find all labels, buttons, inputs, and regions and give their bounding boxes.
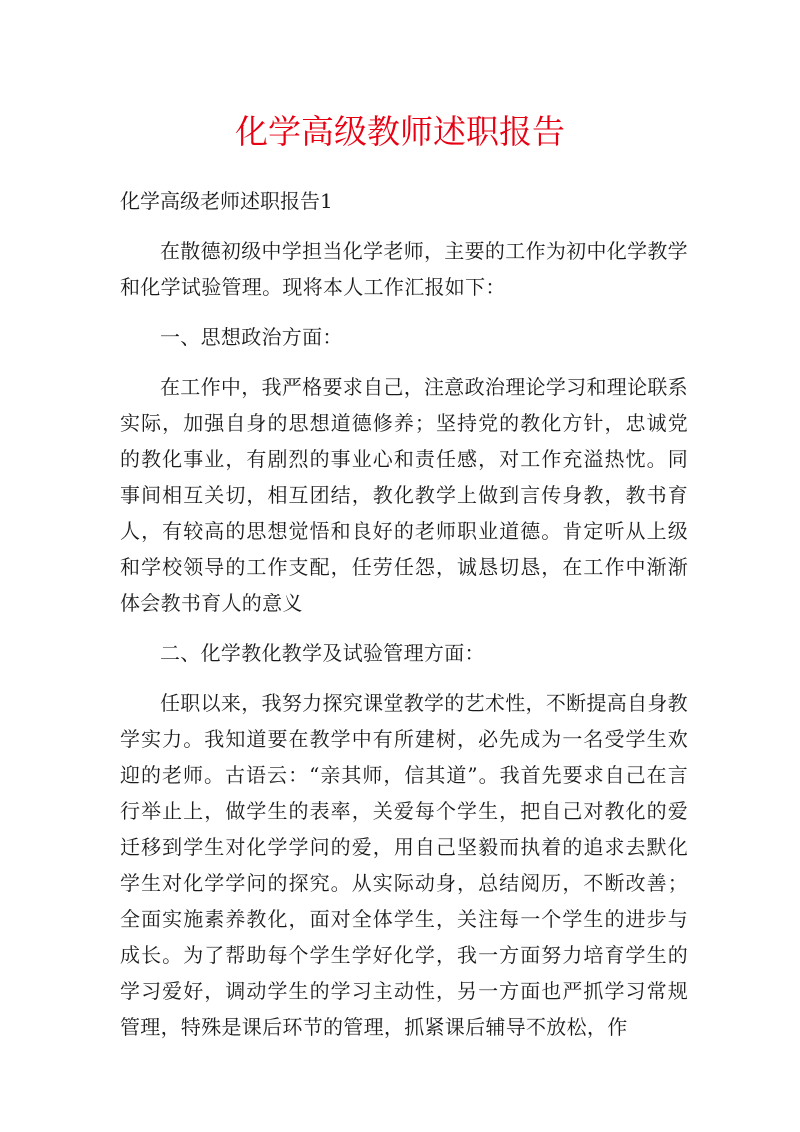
document-title: 化学高级教师述职报告 <box>235 112 565 151</box>
section-heading-political: 一、思想政治方面： <box>160 325 343 349</box>
document-body <box>120 183 688 1059</box>
section-heading-teaching: 二、化学教化教学及试验管理方面： <box>160 641 485 665</box>
paragraph-intro: 在散德初级中学担当化学老师，主要的工作为初中化学教学和化学试验管理。现将本人工作汇报如下： <box>120 239 688 299</box>
paragraph-teaching: 任职以来，我努力探究课堂教学的艺术性，不断提高自身教学实力。我知道要在教学中有所建树，必先成为一名受学生欢迎的老师。古语云：“亲其师，信其道”。我首先要求自己在言行举止上，做学生的表率，关爱每个学生，把自己对教化的爱迁移到学生对化学学问的爱，用自己坚毅而执着的追求去默化学生对化学学问的探究。从实际动身，总结阅历，不断改善；全面实施素养教化，面对全体学生，关注每一个学生的进步与成长。为了帮助每个学生学好化学，我一方面努力培育学生的学习爱好，调动学生的学习主动性，另一方面也严抓学习常规管理，特殊是课后环节的管理，抓紧课后辅导不放松，作 <box>120 691 688 1039</box>
document-subtitle: 化学高级老师述职报告1 <box>120 189 333 213</box>
paragraph-political: 在工作中，我严格要求自己，注意政治理论学习和理论联系实际，加强自身的思想道德修养；坚持党的教化方针，忠诚党的教化事业，有剧烈的事业心和责任感，对工作充溢热忱。同事间相互关切，相互团结，教化教学上做到言传身教，教书育人，有较高的思想觉悟和良好的老师职业道德。肯定听从上级和学校领导的工作支配，任劳任怨，诚恳切恳，在工作中渐渐体会教书育人的意义 <box>120 375 688 615</box>
